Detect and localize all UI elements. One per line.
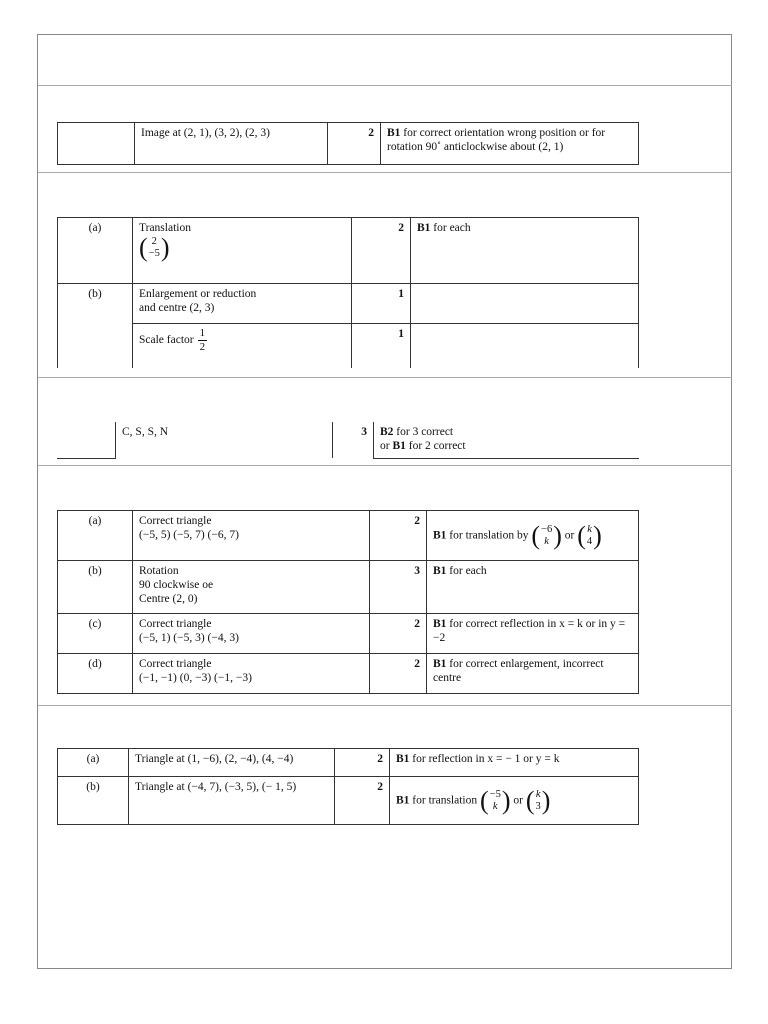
answer-line: and centre (2, 3) [139, 302, 215, 314]
mark-cell: 2 [335, 749, 390, 777]
notes-cell [427, 614, 639, 654]
answer-line: Enlargement or reduction [139, 288, 257, 300]
table-row [58, 284, 639, 324]
or-text: or [564, 529, 575, 542]
mark-cell: 1 [352, 324, 411, 368]
notes-cell [411, 284, 639, 324]
notes-bold: B1 [433, 565, 447, 577]
notes-text: for correct reflection in x = k or in y = −2 [433, 618, 626, 644]
fraction [198, 327, 208, 354]
notes-bold: B1 [396, 794, 410, 807]
vector-bottom: 4 [586, 535, 593, 547]
vector-bottom: k [544, 535, 549, 547]
notes-text: for each [446, 565, 487, 577]
notes-cell [374, 422, 640, 458]
mark-cell: 1 [352, 284, 411, 324]
answer-cell [133, 654, 370, 694]
notes-text: for 2 correct [405, 440, 466, 452]
table-row [58, 749, 639, 777]
answer-line: 90 clockwise oe [139, 579, 214, 591]
notes-bold: B1 [387, 127, 401, 139]
vector-top: k [535, 788, 541, 800]
table-row [58, 777, 639, 825]
mark-scheme-table-q5 [57, 748, 639, 825]
table-row [58, 123, 639, 165]
answer-cell [133, 561, 370, 614]
mark-cell: 2 [328, 123, 381, 165]
notes-text: for correct orientation wrong position or for rotation 90˚ anticlockwise about (2, 1) [387, 127, 606, 153]
notes-bold: B1 [417, 222, 431, 234]
fraction-numerator: 1 [199, 327, 206, 339]
section-divider [38, 465, 732, 466]
notes-cell [390, 749, 639, 777]
column-vector: ( 2 −5 ) [139, 233, 170, 262]
answer-cell [133, 511, 370, 561]
answer-cell [133, 324, 352, 368]
notes-bold: B1 [433, 618, 447, 630]
notes-cell [427, 654, 639, 694]
notes-bold: B1 [433, 658, 447, 670]
mark-cell: 2 [370, 654, 427, 694]
column-vector: ( −6 k ) [531, 520, 562, 550]
notes-line [380, 439, 633, 453]
notes-bold: B1 [396, 753, 410, 765]
notes-cell [427, 561, 639, 614]
answer-line: Correct triangle [139, 618, 212, 630]
vector-bottom: −5 [148, 248, 160, 259]
part-cell: (a) [58, 749, 129, 777]
notes-cell [390, 777, 639, 825]
vector-bottom: k [492, 800, 498, 812]
notes-bold: B1 [392, 440, 406, 452]
mark-scheme-table-q1 [57, 122, 639, 165]
notes-text: for translation by [446, 529, 529, 542]
page-frame [37, 34, 732, 969]
table-row [58, 654, 639, 694]
mark-cell: 2 [335, 777, 390, 825]
column-vector: ( k 4 ) [577, 520, 602, 550]
scale-factor-label: Scale factor [139, 334, 194, 347]
notes-cell [427, 511, 639, 561]
mark-cell: 3 [333, 422, 374, 458]
answer-line: Rotation [139, 565, 179, 577]
answer-text: Translation [139, 222, 191, 234]
answer-cell: Image at (2, 1), (3, 2), (2, 3) [135, 123, 328, 165]
mark-scheme-table-q3 [57, 422, 639, 459]
table-row [58, 324, 639, 368]
part-cell: (b) [58, 777, 129, 825]
answer-cell [133, 614, 370, 654]
vector-top: −5 [489, 788, 501, 800]
notes-cell [411, 218, 639, 284]
table-row [58, 614, 639, 654]
notes-text: for each [430, 222, 471, 234]
section-divider [38, 377, 732, 378]
notes-text: for reflection in x = − 1 or y = k [409, 753, 560, 765]
part-cell: (c) [58, 614, 133, 654]
answer-line: Correct triangle [139, 658, 212, 670]
section-divider [38, 85, 732, 86]
or-text: or [513, 794, 523, 807]
answer-cell: Triangle at (1, −6), (2, −4), (4, −4) [129, 749, 335, 777]
answer-line: (−5, 1) (−5, 3) (−4, 3) [139, 632, 239, 644]
answer-cell: Triangle at (−4, 7), (−3, 5), (− 1, 5) [129, 777, 335, 825]
vector-bottom: 3 [535, 800, 541, 812]
part-cell: (b) [58, 284, 133, 368]
answer-line: (−1, −1) (0, −3) (−1, −3) [139, 672, 252, 684]
notes-cell [411, 324, 639, 368]
notes-text: or [380, 440, 393, 452]
column-vector: ( −5 k ) [480, 785, 511, 815]
answer-cell: C, S, S, N [116, 422, 333, 458]
answer-line: (−5, 5) (−5, 7) (−6, 7) [139, 529, 239, 541]
part-cell: (a) [58, 218, 133, 284]
table-row [58, 561, 639, 614]
vector-top: 2 [151, 236, 157, 247]
notes-bold: B2 [380, 426, 394, 438]
notes-line [380, 425, 633, 439]
mark-scheme-table-q2 [57, 217, 639, 368]
table-row [58, 511, 639, 561]
section-divider [38, 172, 732, 173]
section-divider [38, 705, 732, 706]
notes-cell [381, 123, 639, 165]
column-vector: ( k 3 ) [525, 785, 551, 815]
fraction-denominator: 2 [199, 341, 206, 353]
notes-text: for correct enlargement, incorrect centre [433, 658, 604, 684]
answer-line: Centre (2, 0) [139, 593, 198, 605]
part-cell [57, 422, 116, 458]
notes-text: for translation [409, 794, 478, 807]
vector-top: k [587, 523, 592, 535]
part-cell: (b) [58, 561, 133, 614]
notes-bold: B1 [433, 529, 447, 542]
mark-cell: 3 [370, 561, 427, 614]
vector-top: −6 [541, 523, 553, 535]
mark-cell: 2 [370, 614, 427, 654]
answer-cell [133, 218, 352, 284]
part-cell: (d) [58, 654, 133, 694]
table-row [57, 422, 639, 458]
answer-line: Correct triangle [139, 515, 212, 527]
part-cell: (a) [58, 511, 133, 561]
table-row [58, 218, 639, 284]
mark-cell: 2 [370, 511, 427, 561]
answer-cell [133, 284, 352, 324]
mark-scheme-table-q4 [57, 510, 639, 694]
notes-text: for 3 correct [393, 426, 454, 438]
mark-cell: 2 [352, 218, 411, 284]
part-cell [58, 123, 135, 165]
